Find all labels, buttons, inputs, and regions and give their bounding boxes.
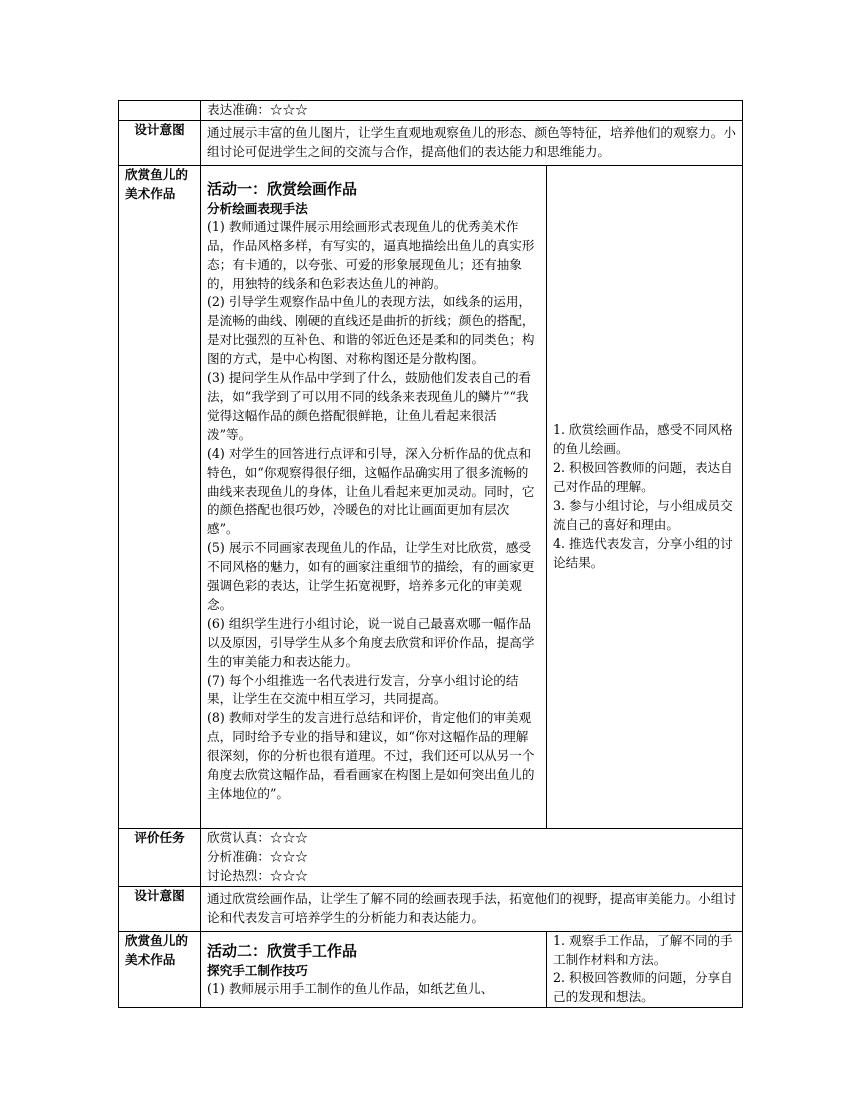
student-item: 2. 积极回答教师的问题，分享自己的发现和想法。 bbox=[553, 970, 733, 1005]
table-row bbox=[119, 165, 743, 828]
activity-one-cell bbox=[201, 165, 547, 828]
student-activity-cell bbox=[547, 931, 743, 1008]
table-row bbox=[119, 931, 743, 1008]
evaluation-line: 讨论热烈：☆☆☆ bbox=[207, 867, 308, 883]
student-item: 1. 观察手工作品，了解不同的手工制作材料和方法。 bbox=[553, 932, 733, 967]
activity-title: 活动二：欣赏手工作品 bbox=[207, 941, 358, 960]
row-label-design-intent: 设计意图 bbox=[119, 886, 201, 931]
evaluation-cell bbox=[201, 101, 743, 121]
row-label-evaluation-task: 评价任务 bbox=[119, 828, 201, 886]
student-item: 2. 积极回答教师的问题，表达自己对作品的理解。 bbox=[553, 460, 733, 494]
table-row bbox=[119, 101, 743, 121]
evaluation-line: 分析准确：☆☆☆ bbox=[207, 848, 308, 864]
activity-paragraph: (4) 对学生的回答进行点评和引导，深入分析作品的优点和特色，如“你观察得很仔细，这幅作品确实用了很多流畅的曲线来表现鱼儿的身体，让鱼儿看起来更加灵动。同时，它的颜色搭配也很巧妙，冷暖色的对比让画面更加有层次感”。 bbox=[207, 445, 535, 537]
lesson-plan-table bbox=[118, 100, 743, 1008]
student-item: 4. 推选代表发言，分享小组的讨论结果。 bbox=[553, 535, 733, 570]
row-label-artwork: 欣赏鱼儿的美术作品 bbox=[119, 931, 201, 1008]
table-row bbox=[119, 121, 743, 166]
evaluation-line: 欣赏认真：☆☆☆ bbox=[207, 829, 308, 845]
activity-paragraph: (8) 教师对学生的发言进行总结和评价，肯定他们的审美观点，同时给予专业的指导和建议，如“你对这幅作品的理解很深刻，你的分析也很有道理。不过，我们还可以从另一个角度去欣赏这幅作品，看看画家在构图上是如何突出鱼儿的主体地位的”。 bbox=[207, 710, 535, 801]
table-row bbox=[119, 886, 743, 931]
evaluation-line: 表达准确：☆☆☆ bbox=[207, 102, 308, 117]
activity-paragraph: (1) 教师展示用手工制作的鱼儿作品，如纸艺鱼儿、 bbox=[207, 980, 494, 996]
activity-paragraph: (6) 组织学生进行小组讨论，说一说自己最喜欢哪一幅作品以及原因，引导学生从多个角度去欣赏和评价作品，提高学生的审美能力和表达能力。 bbox=[207, 615, 535, 669]
table-row bbox=[119, 828, 743, 886]
design-intent-text: 通过欣赏绘画作品，让学生了解不同的绘画表现手法，拓宽他们的视野，提高审美能力。小组讨论和代表发言可培养学生的分析能力和表达能力。 bbox=[201, 886, 743, 931]
student-item: 1. 欣赏绘画作品，感受不同风格的鱼儿绘画。 bbox=[553, 422, 733, 457]
design-intent-text: 通过展示丰富的鱼儿图片，让学生直观地观察鱼儿的形态、颜色等特征，培养他们的观察力。小组讨论可促进学生之间的交流与合作，提高他们的表达能力和思维能力。 bbox=[201, 121, 743, 166]
activity-paragraph: (5) 展示不同画家表现鱼儿的作品，让学生对比欣赏，感受不同风格的魅力，如有的画家注重细节的描绘，有的画家更强调色彩的表达，让学生拓宽视野，培养多元化的审美观念。 bbox=[207, 540, 535, 612]
activity-two-cell bbox=[201, 931, 547, 1008]
student-activity-cell bbox=[547, 165, 743, 828]
row-label-artwork: 欣赏鱼儿的美术作品 bbox=[119, 165, 201, 828]
row-label-design-intent: 设计意图 bbox=[119, 121, 201, 166]
activity-paragraph: (3) 提问学生从作品中学到了什么，鼓励他们发表自己的看法，如“我学到了可以用不同的线条来表现鱼儿的鳞片”“我觉得这幅作品的颜色搭配很鲜艳，让鱼儿看起来很活泼”等。 bbox=[207, 370, 532, 442]
activity-title: 活动一：欣赏绘画作品 bbox=[207, 179, 358, 198]
row-label-empty bbox=[119, 101, 201, 121]
evaluation-task-cell bbox=[201, 828, 743, 886]
student-item: 3. 参与小组讨论，与小组成员交流自己的喜好和理由。 bbox=[553, 497, 733, 532]
activity-subtitle: 探究手工制作技巧 bbox=[207, 962, 308, 978]
activity-paragraph: (7) 每个小组推选一名代表进行发言，分享小组讨论的结果，让学生在交流中相互学习，共同提高。 bbox=[207, 672, 519, 707]
activity-subtitle: 分析绘画表现手法 bbox=[207, 200, 308, 216]
activity-paragraph: (2) 引导学生观察作品中鱼儿的表现方法，如线条的运用，是流畅的曲线、刚硬的直线还是曲折的折线；颜色的搭配，是对比强烈的互补色、和谐的邻近色还是柔和的同类色；构图的方式，是中心构图、对称构图还是分散构图。 bbox=[207, 294, 535, 367]
activity-paragraph: (1) 教师通过课件展示用绘画形式表现鱼儿的优秀美术作品，作品风格多样，有写实的，逼真地描绘出鱼儿的真实形态；有卡通的，以夸张、可爱的形象展现鱼儿；还有抽象的，用独特的线条和色彩表达鱼儿的神韵。 bbox=[207, 218, 535, 291]
